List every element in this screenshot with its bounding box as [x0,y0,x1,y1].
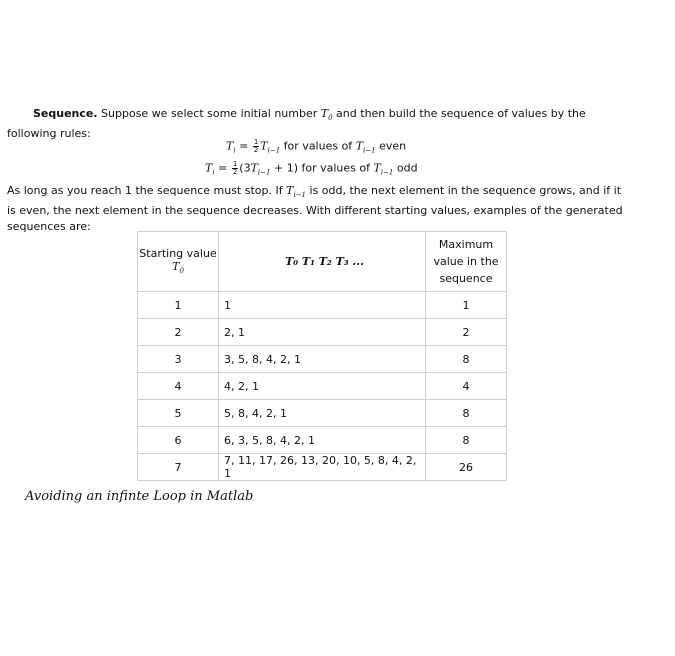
formula1-cond-text: for values of [280,139,356,153]
formula2-expr-open: (3 [239,161,251,175]
intro-paragraph [7,106,625,142]
cell-sequence: 5, 8, 4, 2, 1 [219,400,426,427]
header-max-line1: Maximum [438,238,494,251]
formula1-cond-sub: i−1 [363,146,376,155]
cell-sequence: 2, 1 [219,319,426,346]
cell-sequence: 7, 11, 17, 26, 13, 20, 10, 5, 8, 4, 2, 1 [219,454,426,481]
header-max-line2: value in the [433,255,499,268]
explanation-part2: is odd, the next element in the sequence grows, and if it is even, the next element in the sequence decreases. With different starting values, examples of the generated sequences are: [7,184,623,234]
header-max-line3: sequence [439,272,493,285]
formula-odd [205,161,418,177]
intro-text-b: and then build the sequence of values by the following rules: [7,107,586,141]
cell-max: 4 [426,373,507,400]
explanation-var: T [286,184,294,197]
t0-symbol: T [320,107,329,120]
formula1-fraction [253,139,259,154]
formula2-fraction [232,161,238,176]
section-heading: Sequence. [33,107,98,120]
cell-start: 3 [138,346,219,373]
cell-max: 8 [426,346,507,373]
table-row [138,346,507,373]
formula2-frac-num: 1 [232,160,238,168]
formula2-term-sub: i−1 [257,168,271,177]
cell-max: 8 [426,400,507,427]
table-row [138,454,507,481]
formula2-lhs: T [205,161,213,175]
cell-sequence: 6, 3, 5, 8, 4, 2, 1 [219,427,426,454]
cell-max: 2 [426,319,507,346]
formula-even [226,139,406,155]
cell-sequence: 1 [219,292,426,319]
table-row [138,427,507,454]
cell-start: 1 [138,292,219,319]
explanation-var-sub: i−1 [293,191,307,200]
cell-start: 6 [138,427,219,454]
table-row [138,319,507,346]
cell-start: 4 [138,373,219,400]
formula2-cond-word: odd [393,161,418,175]
intro-text-a: Suppose we select some initial number [97,107,321,120]
formula2-expr-close: + 1) [270,161,298,175]
explanation-paragraph [7,183,625,235]
formula1-term: T [260,139,268,153]
cell-max: 1 [426,292,507,319]
formula2-cond-var: T [373,161,381,175]
formula1-lhs: T [226,139,234,153]
header-starting-value-label: Starting value [139,247,217,261]
cell-sequence: 4, 2, 1 [219,373,426,400]
header-sequence: T₀ T₁ T₂ T₃ ... [219,232,426,292]
table-row [138,292,507,319]
header-starting-value [138,232,219,292]
formula2-frac-den: 2 [232,168,238,176]
formula2-term: T [250,161,258,175]
caption: Avoiding an infinte Loop in Matlab [25,489,254,504]
formula1-frac-den: 2 [253,146,259,154]
formula1-lhs-sub: i [233,146,236,155]
t0-subscript: 0 [328,114,333,123]
formula1-eq: = [235,139,252,153]
formula2-eq: = [214,161,231,175]
cell-sequence: 3, 5, 8, 4, 2, 1 [219,346,426,373]
cell-start: 7 [138,454,219,481]
header-t0-symbol: T [172,260,180,274]
formula2-cond-sub: i−1 [380,168,394,177]
formula1-cond-var: T [355,139,364,153]
table-header-row [138,232,507,292]
formula1-term-sub: i−1 [267,146,281,155]
table-row [138,400,507,427]
formula1-cond-word: even [375,139,407,153]
formula2-cond-text: for values of [297,161,374,175]
header-max-value [426,232,507,292]
cell-max: 8 [426,427,507,454]
formula2-lhs-sub: i [212,168,215,177]
table-row [138,373,507,400]
cell-start: 2 [138,319,219,346]
explanation-part1: As long as you reach 1 the sequence must stop. If [7,184,287,197]
formula1-frac-num: 1 [253,138,259,146]
cell-start: 5 [138,400,219,427]
header-t0-sub: 0 [179,267,184,276]
sequence-table [137,231,507,481]
cell-max: 26 [426,454,507,481]
